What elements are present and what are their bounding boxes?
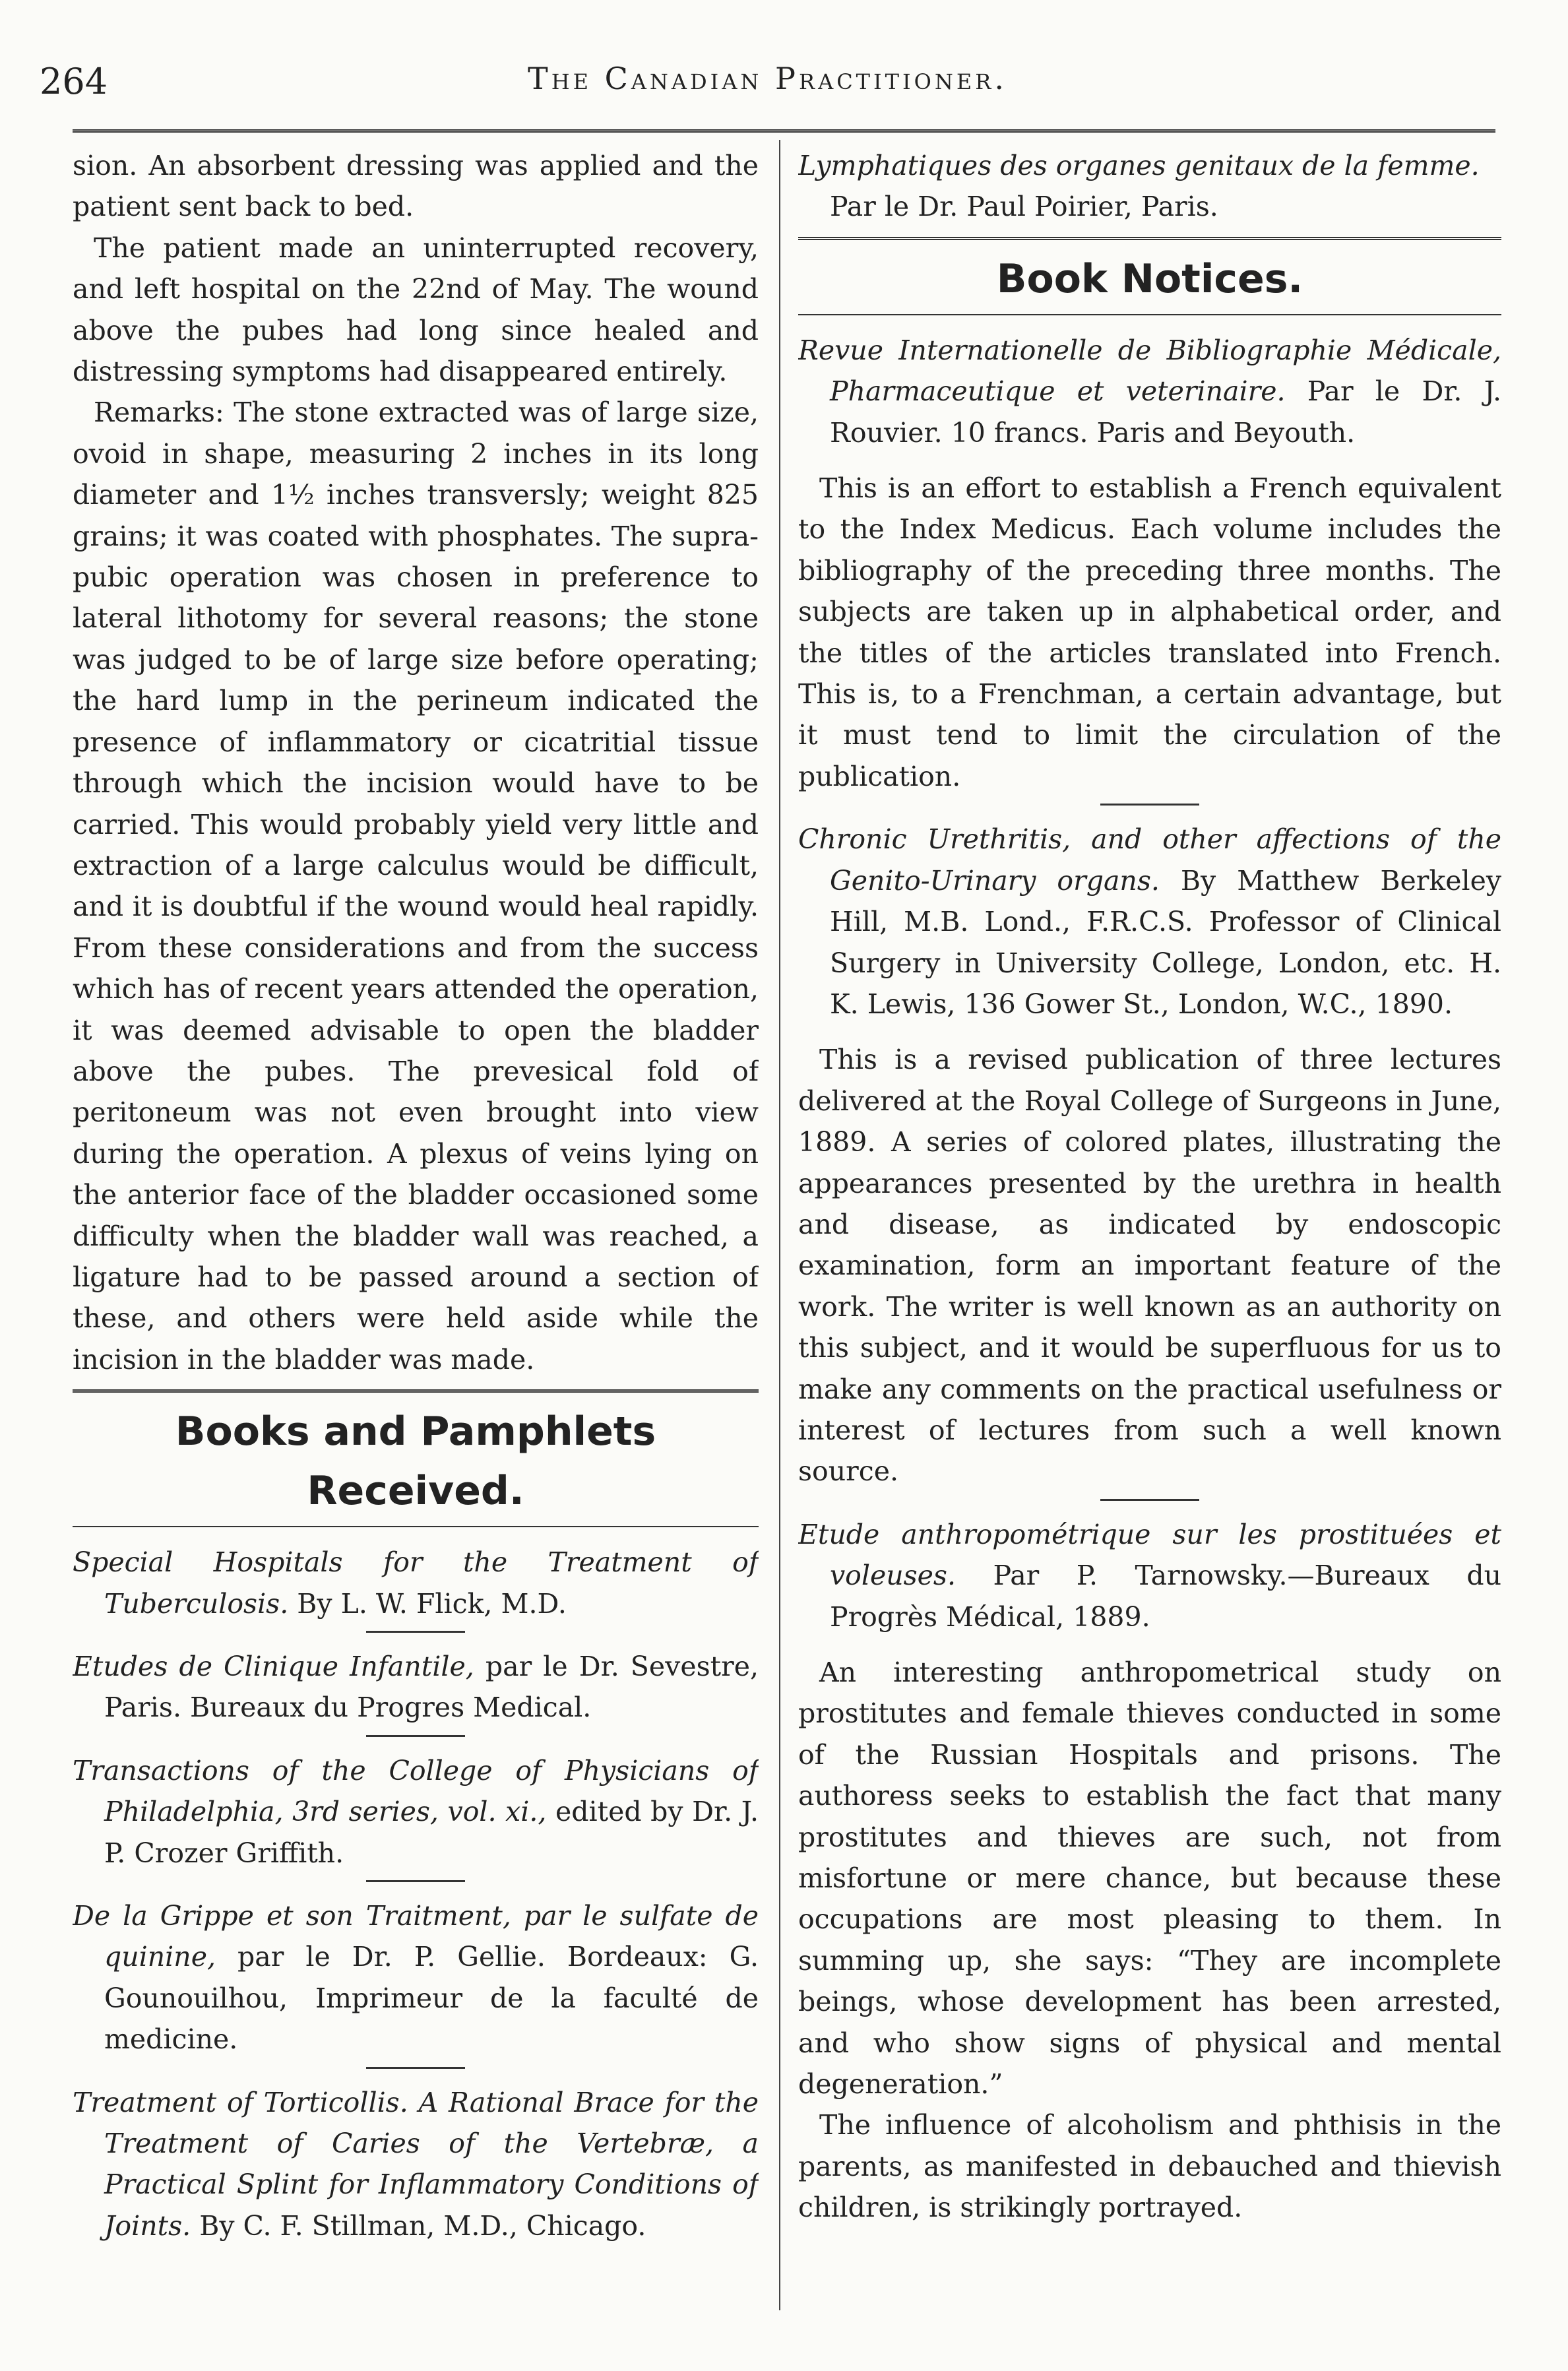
citation-details: By Matthew Berkeley Hill, M.B. Lond., F.R.C.S. Professor of Clinical Surgery in University College, London, etc. H. K. Lewis, 136 Gower St., London, W.C., 1890. bbox=[830, 864, 1501, 1020]
notice-separator bbox=[1100, 804, 1199, 806]
citation-details: Par P. Tarnowsky.—Bureaux du Progrès Médical, 1889. bbox=[830, 1560, 1501, 1633]
entry-separator bbox=[366, 1735, 465, 1737]
header-double-rule bbox=[73, 129, 1495, 135]
received-entry bbox=[73, 1646, 759, 1728]
notice-separator bbox=[1100, 1499, 1199, 1501]
section-heading-books-received: Books and Pamphlets Received. bbox=[175, 1408, 656, 1515]
citation-details: Par le Dr. J. Rouvier. 10 francs. Paris and Beyouth. bbox=[830, 375, 1501, 449]
notice-paragraph: This is an effort to establish a French equivalent to the Index Medicus. Each volume includes the bibliography of the preceding three months. The subjects are taken up in alphabetical order, and the titles of the articles translated into French. This is, to a Frenchman, a certain advantage, but it must tend to limit the circulation of the publication. bbox=[798, 472, 1501, 792]
entry-details: par le Dr. Sevestre, Paris. Bureaux du Progres Medical. bbox=[104, 1651, 759, 1724]
entry-title: Lymphatiques des organes genitaux de la femme. bbox=[798, 150, 1480, 181]
received-entry bbox=[73, 1542, 759, 1624]
entry-separator bbox=[366, 1880, 465, 1882]
notice-citation bbox=[798, 330, 1501, 453]
citation-title: Revue Internationelle de Bibliographie Médicale, Pharmaceutique et veterinaire. bbox=[798, 334, 1501, 408]
section-double-rule bbox=[798, 237, 1501, 243]
section-double-rule bbox=[73, 1389, 759, 1395]
running-title: The Canadian Practitioner. bbox=[528, 61, 1007, 96]
notice-citation bbox=[798, 1514, 1501, 1637]
case-paragraph: The patient made an uninterrupted recovery, and left hospital on the 22nd of May. The wound above the pubes had long since healed and distressing symptoms had disappeared entirely. bbox=[73, 232, 759, 388]
page-number: 264 bbox=[40, 61, 108, 102]
entry-title: Special Hospitals for the Treatment of Tuberculosis. bbox=[73, 1546, 759, 1620]
entry-details: Par le Dr. Paul Poirier, Paris. bbox=[830, 191, 1218, 223]
remarks-paragraph: Remarks: The stone extracted was of large size, ovoid in shape, measuring 2 inches in its long diameter and 1½ inches transversly; weight 825 grains; it was coated with phosphates. The supra-pubic operation was chosen in preference to lateral lithotomy for several reasons; the stone was judged to be of large size before operating; the hard lump in the perineum indicated the presence of inflammatory or cicatritial tissue through which the incision would have to be carried. This would probably yield very little and extraction of a large calculus would be difficult, and it is doubtful if the wound would heal rapidly. From these considerations and from the success which has of recent years attended the operation, it was deemed advisable to open the bladder above the pubes. The prevesical fold of peritoneum was not even brought into view during the operation. A plexus of veins lying on the anterior face of the bladder occasioned some difficulty when the bladder wall was reached, a ligature had to be passed around a section of these, and others were held aside while the incision in the bladder was made. bbox=[73, 396, 759, 1375]
notice-citation bbox=[798, 819, 1501, 1025]
received-entry bbox=[73, 2082, 759, 2247]
heading-underline bbox=[798, 314, 1501, 315]
entry-title: Transactions of the College of Physicians of Philadelphia, 3rd series, vol. xi., bbox=[73, 1754, 759, 1828]
column-divider bbox=[779, 140, 780, 2310]
entry-details: By C. F. Stillman, M.D., Chicago. bbox=[191, 2209, 646, 2242]
entry-title: Etudes de Clinique Infantile, bbox=[73, 1651, 474, 1682]
left-column bbox=[73, 145, 759, 2312]
entry-details: edited by Dr. J. P. Crozer Griffith. bbox=[104, 1796, 759, 1869]
entry-details: By L. W. Flick, M.D. bbox=[288, 1587, 567, 1620]
right-column bbox=[798, 145, 1501, 2312]
notice-paragraph: The influence of alcoholism and phthisis in the parents, as manifested in debauched and thievish children, is strikingly portrayed. bbox=[798, 2109, 1501, 2224]
citation-title: Chronic Urethritis, and other affections of the Genito-Urinary organs. bbox=[798, 823, 1501, 897]
received-entry bbox=[73, 1750, 759, 1874]
page-header bbox=[40, 61, 1495, 123]
received-entry bbox=[73, 1895, 759, 2060]
citation-title: Etude anthropométrique sur les prostituées et voleuses. bbox=[798, 1518, 1501, 1592]
entry-separator bbox=[366, 1631, 465, 1633]
heading-underline bbox=[73, 1526, 759, 1527]
entry-separator bbox=[366, 2067, 465, 2069]
received-entry-continued bbox=[798, 145, 1501, 228]
case-paragraph: sion. An absorbent dressing was applied and the patient sent back to bed. bbox=[73, 150, 759, 223]
section-heading-book-notices: Book Notices. bbox=[996, 255, 1303, 302]
entry-details: par le Dr. P. Gellie. Bordeaux: G. Gounouilhou, Imprimeur de la faculté de medicine. bbox=[104, 1941, 759, 2056]
entry-title: De la Grippe et son Traitment, par le sulfate de quinine, bbox=[73, 1900, 759, 1973]
notice-paragraph: An interesting anthropometrical study on prostitutes and female thieves conducted in some of the Russian Hospitals and prisons. The authoress seeks to establish the fact that many prostitutes and thieves are such, not from misfortune or mere chance, but because these occupations are most pleasing to them. In summing up, she says: “They are incomplete beings, whose development has been arrested, and who show signs of physical and mental degeneration.” bbox=[798, 1657, 1501, 2101]
entry-title: Treatment of Torticollis. A Rational Brace for the Treatment of Caries of the Vertebræ, a Practical Splint for Inflammatory Conditions of Joints. bbox=[73, 2086, 759, 2242]
notice-paragraph: This is a revised publication of three lectures delivered at the Royal College of Surgeons in June, 1889. A series of colored plates, illustrating the appearances presented by the urethra in health and disease, as indicated by endoscopic examination, form an important feature of the work. The writer is well known as an authority on this subject, and it would be superfluous for us to make any comments on the practical usefulness or interest of lectures from such a well known source. bbox=[798, 1044, 1501, 1488]
